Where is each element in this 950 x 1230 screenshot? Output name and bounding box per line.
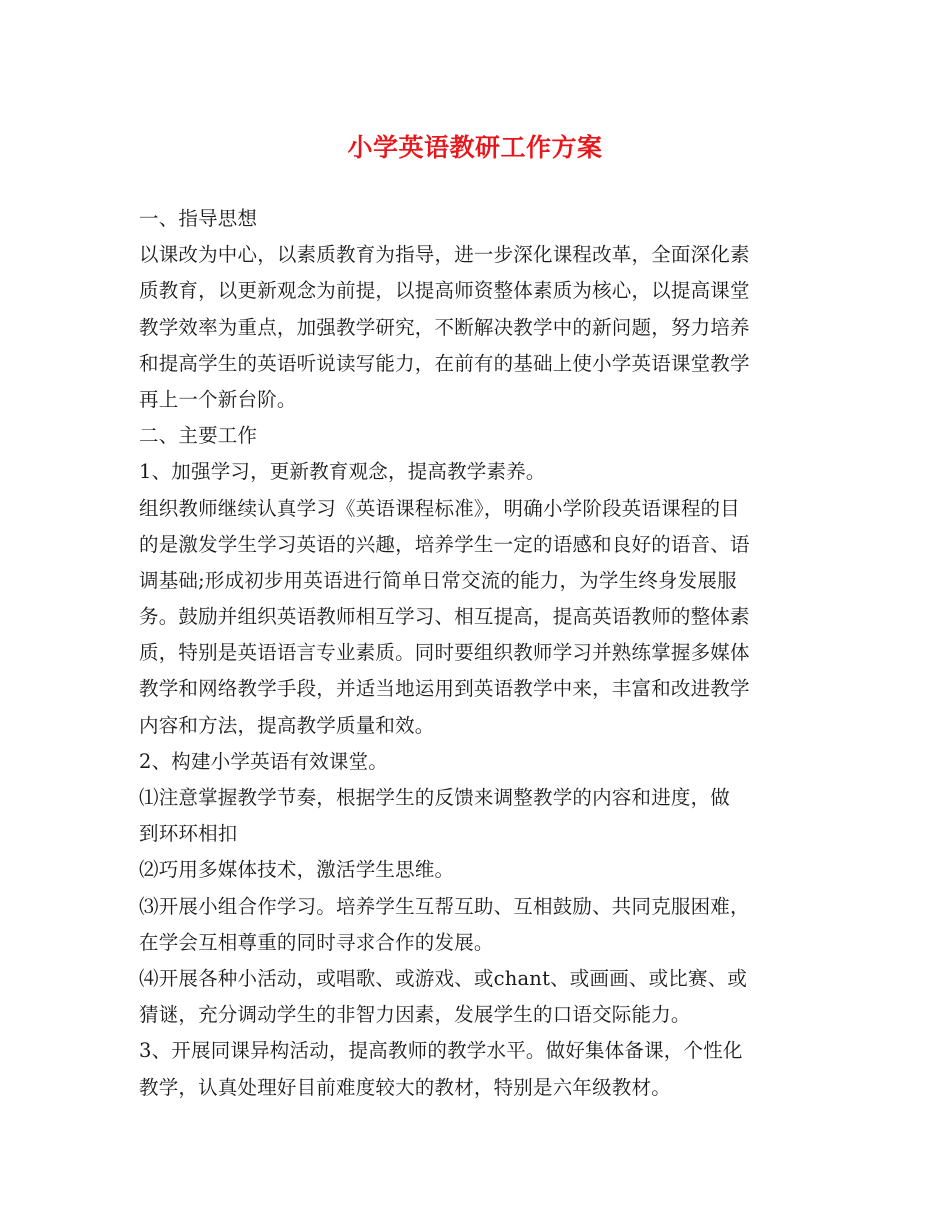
paragraph-line: 组织教师继续认真学习《英语课程标准》，明确小学阶段英语课程的目 — [139, 496, 740, 520]
document-body — [139, 201, 829, 1106]
paragraph-line: 以课改为中心，以素质教育为指导，进一步深化课程改革，全面深化素 — [139, 243, 750, 267]
subsection-heading: 1、加强学习，更新教育观念，提高教学素养。 — [139, 460, 546, 484]
paragraph-line: 和提高学生的英语听说读写能力，在前有的基础上使小学英语课堂教学 — [139, 351, 750, 375]
paragraph-line: 调基础;形成初步用英语进行简单日常交流的能力，为学生终身发展服 — [139, 568, 737, 592]
subsection-heading: 3、开展同课异构活动，提高教师的教学水平。做好集体备课，个性化 — [139, 1039, 743, 1063]
paragraph-line: 教学，认真处理好目前难度较大的教材，特别是六年级教材。 — [139, 1075, 671, 1099]
list-item-line: ⑵巧用多媒体技术，激活学生思维。 — [139, 858, 455, 882]
paragraph-line: 教学和网络教学手段，并适当地运用到英语教学中来，丰富和改进教学 — [139, 677, 750, 701]
list-item-line: 到环环相扣 — [139, 822, 238, 846]
paragraph-line: 的是激发学生学习英语的兴趣，培养学生一定的语感和良好的语音、语 — [139, 532, 750, 556]
list-item-line: 在学会互相尊重的同时寻求合作的发展。 — [139, 930, 494, 954]
paragraph-line: 内容和方法，提高教学质量和效。 — [139, 713, 435, 737]
list-item-line: ⑷开展各种小活动，或唱歌、或游戏、或chant、或画画、或比赛、或 — [139, 966, 748, 990]
document-title: 小学英语教研工作方案 — [347, 133, 603, 162]
subsection-heading: 2、构建小学英语有效课堂。 — [139, 749, 389, 773]
paragraph-line: 质，特别是英语语言专业素质。同时要组织教师学习并熟练掌握多媒体 — [139, 641, 750, 665]
section-heading: 一、指导思想 — [139, 207, 258, 230]
list-item-line: 猜谜，充分调动学生的非智力因素，发展学生的口语交际能力。 — [139, 1003, 691, 1027]
list-item-line: ⑴注意掌握教学节奏，根据学生的反馈来调整教学的内容和进度，做 — [139, 786, 731, 809]
paragraph-line: 教学效率为重点，加强教学研究，不断解决教学中的新问题，努力培养 — [139, 315, 750, 339]
paragraph-line: 务。鼓励并组织英语教师相互学习、相互提高，提高英语教师的整体素 — [139, 605, 750, 629]
list-item-line: ⑶开展小组合作学习。培养学生互帮互助、互相鼓励、共同克服困难， — [139, 894, 750, 918]
paragraph-line: 再上一个新台阶。 — [139, 387, 297, 411]
section-heading: 二、主要工作 — [139, 424, 258, 448]
paragraph-line: 质教育，以更新观念为前提，以提高师资整体素质为核心，以提高课堂 — [139, 279, 750, 303]
